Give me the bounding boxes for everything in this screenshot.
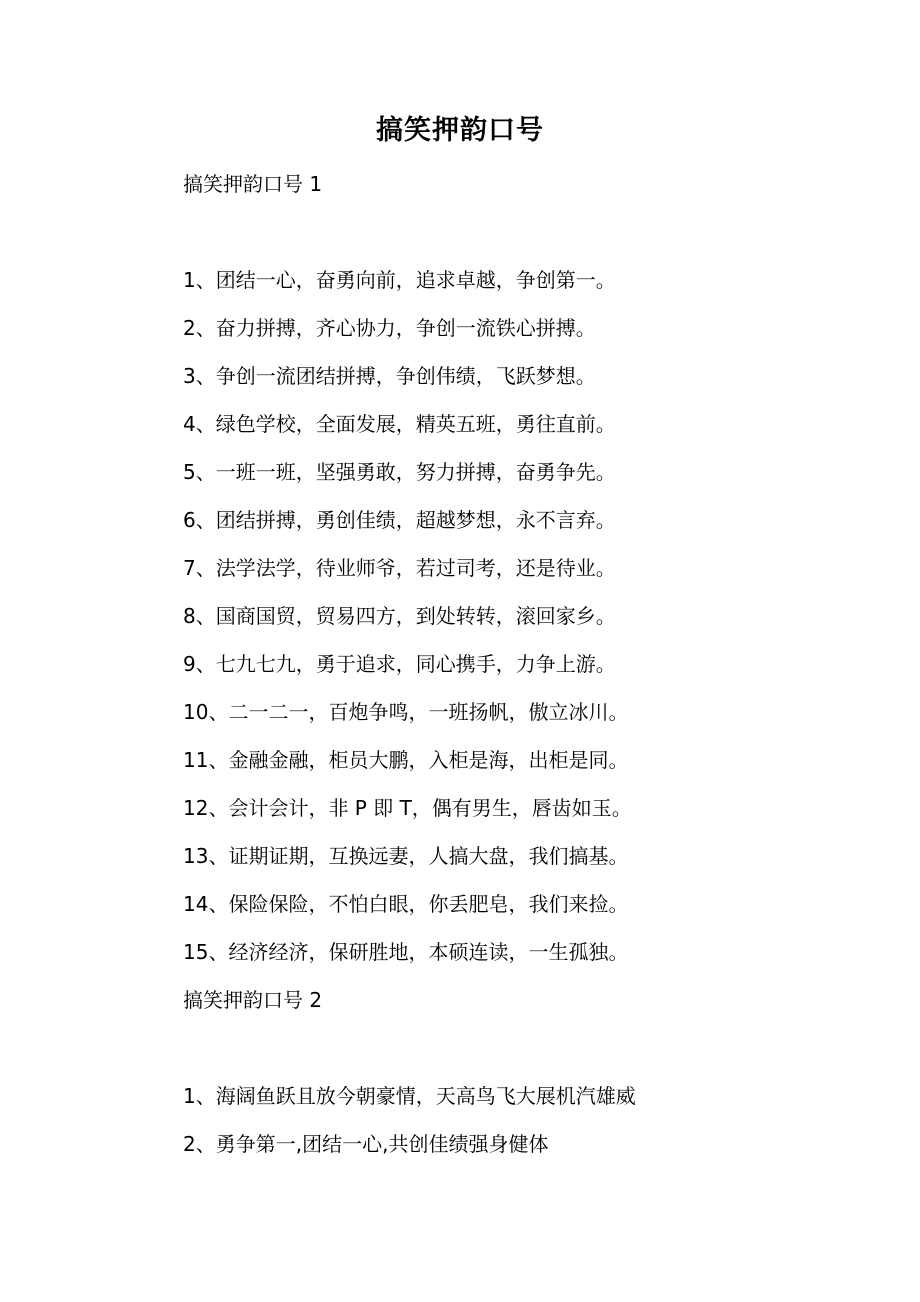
slogan-item: 2、勇争第一,团结一心,共创佳绩强身健体 — [183, 1132, 549, 1156]
slogan-item: 12、会计会计，非 P 即 T，偶有男生，唇齿如玉。 — [183, 796, 632, 820]
section-heading: 搞笑押韵口号 1 — [183, 172, 323, 196]
document-body — [183, 160, 823, 1168]
slogan-item: 1、团结一心，奋勇向前，追求卓越，争创第一。 — [183, 268, 616, 292]
slogan-item: 13、证期证期，互换远妻，人搞大盘，我们搞基。 — [183, 844, 629, 868]
blank-line — [183, 208, 823, 256]
blank-line — [183, 1024, 823, 1072]
slogan-item: 7、法学法学，待业师爷，若过司考，还是待业。 — [183, 556, 616, 580]
slogan-item: 3、争创一流团结拼搏，争创伟绩，飞跃梦想。 — [183, 364, 596, 388]
slogan-item: 4、绿色学校，全面发展，精英五班，勇往直前。 — [183, 412, 616, 436]
section-heading: 搞笑押韵口号 2 — [183, 988, 323, 1012]
slogan-item: 5、一班一班，坚强勇敢，努力拼搏，奋勇争先。 — [183, 460, 616, 484]
slogan-item: 15、经济经济，保研胜地，本硕连读，一生孤独。 — [183, 940, 629, 964]
slogan-item: 10、二一二一，百炮争鸣，一班扬帆，傲立冰川。 — [183, 700, 629, 724]
slogan-item: 9、七九七九，勇于追求，同心携手，力争上游。 — [183, 652, 616, 676]
slogan-item: 11、金融金融，柜员大鹏，入柜是海，出柜是同。 — [183, 748, 629, 772]
slogan-item: 8、国商国贸，贸易四方，到处转转，滚回家乡。 — [183, 604, 616, 628]
slogan-item: 1、海阔鱼跃且放今朝豪情，天高鸟飞大展机汽雄威 — [183, 1084, 636, 1108]
slogan-item: 6、团结拼搏，勇创佳绩，超越梦想，永不言弃。 — [183, 508, 616, 532]
page-title: 搞笑押韵口号 — [376, 115, 544, 146]
slogan-item: 14、保险保险，不怕白眼，你丢肥皂，我们来捡。 — [183, 892, 629, 916]
slogan-item: 2、奋力拼搏，齐心协力，争创一流铁心拼搏。 — [183, 316, 596, 340]
